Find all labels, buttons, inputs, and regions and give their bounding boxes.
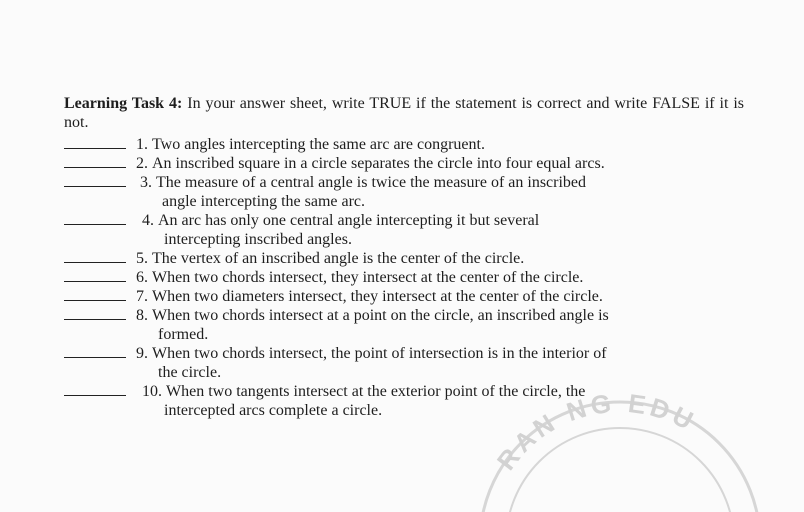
answer-blank[interactable] (64, 306, 126, 320)
question-line: An arc has only one central angle intercepting it but several (158, 212, 540, 229)
question-number: 8. (136, 307, 148, 324)
question-text (136, 268, 744, 287)
question-item (64, 135, 744, 154)
question-line: When two tangents intersect at the exterior point of the circle, the (166, 383, 586, 400)
question-line: When two diameters intersect, they intersect at the center of the circle. (152, 288, 603, 305)
answer-blank[interactable] (64, 268, 126, 282)
question-line: The vertex of an inscribed angle is the center of the circle. (152, 250, 525, 267)
question-number: 5. (136, 250, 148, 267)
question-text (136, 135, 744, 154)
question-line: Two angles intercepting the same arc are congruent. (152, 136, 485, 153)
question-text (136, 154, 744, 173)
question-item (64, 287, 744, 306)
task-instruction-text: In your answer sheet, write TRUE if the statement is correct and write FALSE if it is not. (64, 95, 745, 131)
question-list (64, 135, 744, 420)
question-text (142, 211, 744, 249)
answer-blank[interactable] (64, 154, 126, 168)
question-line: An inscribed square in a circle separates the circle into four equal arcs. (152, 155, 605, 172)
question-item (64, 268, 744, 287)
answer-blank[interactable] (64, 135, 126, 149)
answer-blank[interactable] (64, 211, 126, 225)
watermark-text: RAN NG EDU (490, 392, 702, 476)
question-text (136, 344, 744, 382)
question-number: 3. (140, 174, 152, 191)
question-continuation: angle intercepting the same arc. (162, 193, 366, 210)
question-line: When two chords intersect, they intersect at the center of the circle. (152, 269, 584, 286)
svg-text:RAN NG EDU (491, 392, 702, 476)
question-item (64, 344, 744, 382)
question-continuation: formed. (158, 326, 209, 343)
answer-blank[interactable] (64, 382, 126, 396)
question-number: 1. (136, 136, 148, 153)
question-number: 7. (136, 288, 148, 305)
answer-blank[interactable] (64, 249, 126, 263)
question-number: 6. (136, 269, 148, 286)
question-number: 9. (136, 345, 148, 362)
question-continuation: the circle. (158, 364, 222, 381)
question-line: When two chords intersect, the point of intersection is in the interior of (152, 345, 607, 362)
question-line: The measure of a central angle is twice the measure of an inscribed (156, 174, 587, 191)
answer-blank[interactable] (64, 173, 126, 187)
answer-blank[interactable] (64, 344, 126, 358)
question-text (136, 249, 744, 268)
task-heading: Learning Task 4: (64, 95, 183, 112)
question-text (136, 287, 744, 306)
question-text (140, 173, 744, 211)
question-item (64, 154, 744, 173)
question-number: 10. (142, 383, 162, 400)
question-item (64, 249, 744, 268)
question-continuation: intercepted arcs complete a circle. (164, 402, 383, 419)
question-item (64, 211, 744, 249)
seal-watermark (470, 392, 770, 512)
question-item (64, 306, 744, 344)
question-number: 4. (142, 212, 154, 229)
question-number: 2. (136, 155, 148, 172)
question-item (64, 173, 744, 211)
question-text (136, 306, 744, 344)
question-continuation: intercepting inscribed angles. (164, 231, 352, 248)
question-line: When two chords intersect at a point on the circle, an inscribed angle is (152, 307, 609, 324)
task-instructions (64, 94, 744, 132)
answer-blank[interactable] (64, 287, 126, 301)
